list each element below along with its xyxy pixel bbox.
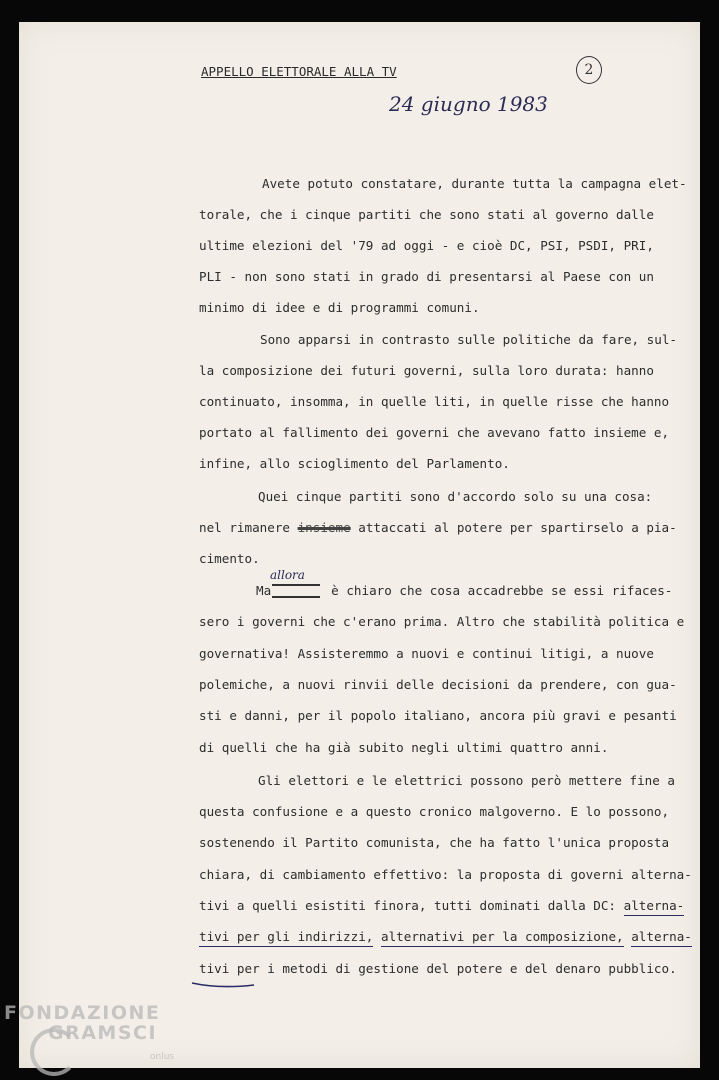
text-line: cimento.	[199, 551, 260, 566]
text-line	[199, 898, 684, 913]
text-line: questa confusione e a questo cronico malgoverno. E lo possono,	[199, 804, 670, 819]
handwritten-date: 24 giugno 1983	[389, 92, 548, 116]
text-line: ultime elezioni del '79 ad oggi - e cioè DC, PSI, PSDI, PRI,	[199, 238, 654, 253]
text-line	[199, 520, 677, 535]
page-number: 2	[576, 56, 602, 84]
document-title: APPELLO ELETTORALE ALLA TV	[201, 64, 397, 79]
text-line: portato al fallimento dei governi che avevano fatto insieme e,	[199, 425, 670, 440]
handwritten-insertion: allora	[270, 568, 305, 582]
text-line: infine, allo scioglimento del Parlamento.	[199, 456, 510, 471]
text-line: sti e danni, per il popolo italiano, ancora più gravi e pesanti	[199, 708, 677, 723]
text-fragment: tivi a quelli esistiti finora, tutti dominati dalla DC:	[199, 898, 617, 913]
text-line: polemiche, a nuovi rinvii delle decisioni da prendere, con gua-	[199, 677, 677, 692]
underlined-text: tivi per gli indirizzi,	[199, 929, 373, 947]
text-line	[199, 929, 692, 944]
text-line: sero i governi che c'erano prima. Altro che stabilità politica e	[199, 614, 685, 629]
watermark-logo	[4, 1002, 175, 1062]
watermark-line3: onlus	[150, 1052, 175, 1062]
text-line: torale, che i cinque partiti che sono stati al governo dalle	[199, 207, 654, 222]
text-line: Sono apparsi in contrasto sulle politiche da fare, sul-	[260, 332, 678, 347]
text-line: governativa! Assisteremmo a nuovi e continui litigi, a nuove	[199, 646, 654, 661]
text-line: chiara, di cambiamento effettivo: la proposta di governi alterna-	[199, 867, 692, 882]
struck-word: insieme	[297, 520, 351, 535]
text-line: sostenendo il Partito comunista, che ha fatto l'unica proposta	[199, 835, 670, 850]
text-line: PLI - non sono stati in grado di presentarsi al Paese con un	[199, 269, 654, 284]
text-fragment: tivi per i metodi di gestione del potere e del denaro pubblico.	[199, 961, 677, 976]
text-line: minimo di idee e di programmi comuni.	[199, 300, 480, 315]
text-line	[256, 583, 672, 598]
underlined-text: alternativi per la composizione,	[381, 929, 624, 947]
text-fragment: è chiaro che cosa accadrebbe se essi rifaces-	[331, 583, 673, 598]
watermark-line1: FONDAZIONE	[4, 1002, 161, 1024]
text-line: Gli elettori e le elettrici possono però mettere fine a	[258, 773, 676, 788]
underlined-text: alterna-	[631, 929, 692, 947]
underline-stroke	[190, 977, 260, 991]
text-line: la composizione dei futuri governi, sulla loro durata: hanno	[199, 363, 654, 378]
text-line: Avete potuto constatare, durante tutta la campagna elet-	[262, 176, 687, 191]
text-line	[199, 961, 677, 976]
watermark-line2: GRAMSCI	[48, 1022, 158, 1044]
text-line: Quei cinque partiti sono d'accordo solo su una cosa:	[258, 489, 653, 504]
text-line: continuato, insomma, in quelle liti, in quelle risse che hanno	[199, 394, 670, 409]
text-fragment: attaccati al potere per spartirselo a pia-	[358, 520, 677, 535]
text-line: di quelli che ha già subito negli ultimi quattro anni.	[199, 740, 609, 755]
text-fragment: Ma	[256, 583, 272, 598]
underlined-text: alterna-	[624, 898, 685, 916]
text-fragment: nel rimanere	[199, 520, 290, 535]
